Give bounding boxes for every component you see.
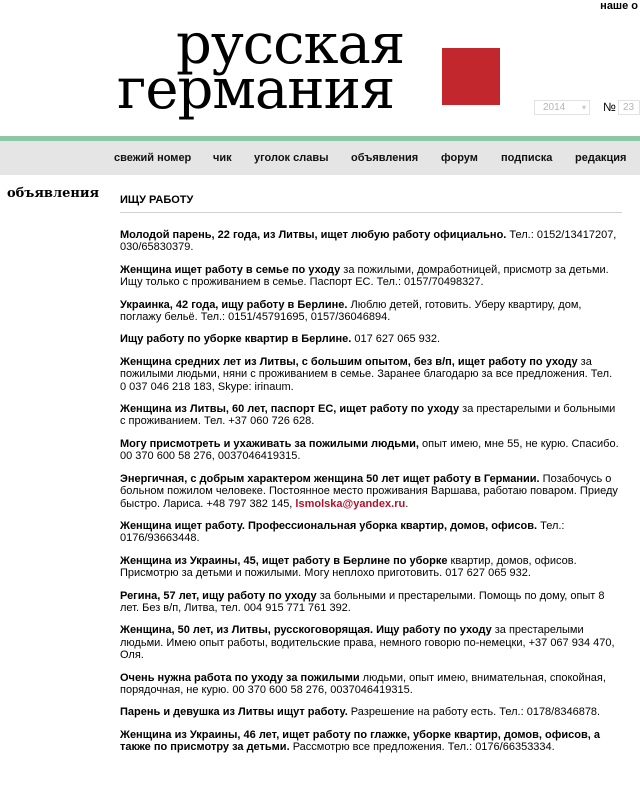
ad-headline: Женщина из Украины, 45, ищет работу в Берлине по уборке [120, 554, 448, 567]
ad-item [120, 299, 620, 324]
ad-text: Тел.: 0152/13417207, 030/65830379. [120, 229, 617, 254]
ad-text: за престарелыми людьми. Имею опыт работы, водительские права, немного говорю по-немецки, +37 067 934 470, Оля. [120, 624, 615, 662]
issue-number-label: № [603, 100, 616, 114]
ad-text: Тел.: 0176/93663448. [120, 519, 565, 545]
ad-headline: Энергичная, с добрым характером женщина 50 лет ищет работу в Германии. [120, 472, 540, 485]
ad-headline: Могу присмотреть и ухаживать за пожилыми людьми, [120, 437, 419, 450]
email-link[interactable]: lsmolska@yandex.ru [295, 497, 406, 510]
ad-item [120, 520, 620, 545]
ad-text: за больными и престарелыми. Помощь по дому, опыт 8 лет. Без в/п, Литва, тел. 004 915 771 761 392. [120, 589, 605, 614]
ad-text: опыт имею, мне 55, не курю. Спасибо. 00 370 600 58 276, 0037046419315. [120, 437, 619, 463]
ad-item [120, 403, 620, 428]
ad-item [120, 333, 620, 345]
logo-line-2[interactable]: германия [117, 57, 395, 122]
ad-item [120, 624, 620, 661]
ad-text: Люблю детей, готовить. Уберу квартиру, дом, поглажу бельё. Тел.: 0151/45791695, 0157/36046894. [120, 298, 582, 324]
ad-text: 017 627 065 932. [351, 333, 441, 346]
ad-text-tail: . [405, 497, 409, 510]
ad-text: Позабочусь о больном пожилом человеке. Постоянное место проживания Варшава, работаю поваром. Приеду быстро. Лариса. +48 797 382 145, [120, 472, 618, 510]
ad-item [120, 473, 620, 510]
nav-item-subscription[interactable]: подписка [501, 152, 553, 164]
main-nav [0, 141, 640, 175]
ad-text: Разрешение на работу есть. Тел.: 0178/8346878. [347, 706, 601, 719]
ad-text: за пожилыми, домработницей, присмотр за детьми. Ищу только с проживанием в семье. Паспорт ЕС. Тел.: 0157/70498327. [120, 263, 609, 289]
ad-text: за пожилыми людьми, няни с проживанием в семье. Заранее благодарю за все предложения. Тел. 0 037 046 218 183, Skype: irinaum. [120, 355, 613, 393]
ad-headline: Украинка, 42 года, ищу работу в Берлине. [120, 298, 348, 311]
ads-list [120, 229, 620, 754]
logo-line-1[interactable]: русская [176, 12, 405, 77]
ad-headline: Женщина, 50 лет, из Литвы, русскоговорящая. Ищу работу по уходу [120, 624, 492, 637]
logo-square [442, 48, 500, 105]
ad-headline: Парень и девушка из Литвы ищут работу. [120, 706, 348, 719]
ad-text: Рассмотрю все предложения. Тел.: 0176/66353334. [289, 741, 555, 754]
chevron-down-icon: ▾ [581, 103, 586, 112]
top-link[interactable]: наше о [600, 0, 638, 12]
nav-item-editorial[interactable]: редакция [575, 152, 627, 164]
ad-item [120, 672, 620, 697]
nav-item-forum[interactable]: форум [441, 152, 478, 164]
nav-item-ads[interactable]: объявления [351, 152, 419, 164]
nav-item-chik[interactable]: чик [213, 152, 232, 164]
ad-headline: Молодой парень, 22 года, из Литвы, ищет любую работу официально. [120, 229, 507, 241]
ad-headline: Женщина средних лет из Литвы, с большим опытом, без в/п, ищет работу по уходу [120, 355, 578, 368]
nav-item-fresh-issue[interactable]: свежий номер [114, 152, 192, 164]
ad-item [120, 555, 620, 580]
ad-text: людьми, опыт имею, внимательная, спокойная, порядочная, не курю. 00 370 600 58 276, 0037046419315. [120, 671, 606, 696]
ad-item [120, 590, 620, 615]
ad-text: за престарелыми и больными с проживанием. Тел. +37 060 726 628. [120, 403, 616, 428]
ad-item [120, 438, 620, 463]
ad-headline: Регина, 57 лет, ищу работу по уходу [120, 589, 317, 602]
sidebar-title: объявления [7, 186, 100, 201]
ad-item [120, 706, 620, 718]
ad-item [120, 729, 620, 754]
year-select-value: 2014 [543, 102, 566, 113]
ad-item [120, 229, 620, 254]
ad-text: квартир, домов, офисов. Присмотрю за детьми и пожилыми. Могу неплохо приготовить. 017 627 065 932. [120, 554, 577, 580]
ad-item [120, 264, 620, 289]
ad-headline: Женщина из Украины, 46 лет, ищет работу по глажке, уборке квартир, домов, офисов, а также по присмотру за детьми. [120, 728, 600, 754]
ad-headline: Женщина ищет работу. Профессиональная уборка квартир, домов, офисов. [120, 519, 538, 532]
ad-headline: Женщина ищет работу в семье по уходу [120, 263, 341, 276]
section-divider [120, 212, 622, 213]
nav-item-glory-corner[interactable]: уголок славы [254, 152, 329, 164]
ad-headline: Женщина из Литвы, 60 лет, паспорт ЕС, ищет работу по уходу [120, 403, 460, 416]
section-heading: ИЩУ РАБОТУ [120, 194, 194, 206]
ad-headline: Ищу работу по уборке квартир в Берлине. [120, 333, 352, 346]
ad-item [120, 356, 620, 393]
year-select[interactable] [534, 100, 590, 115]
issue-number-field[interactable]: 23 [618, 100, 640, 115]
ad-headline: Очень нужна работа по уходу за пожилыми [120, 671, 360, 684]
